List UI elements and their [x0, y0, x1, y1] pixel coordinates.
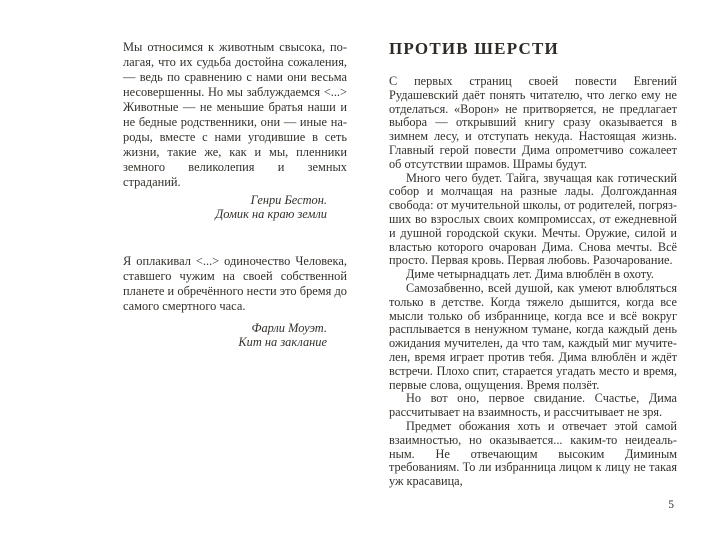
epigraph-attribution — [123, 321, 347, 349]
epigraph-text: Я оплакивал <...> одиночество Человека, ставшего чужим на своей собственной планете и обречённого нести это бремя до самого смертного часа. — [123, 254, 347, 313]
chapter-title: ПРОТИВ ШЕРСТИ — [389, 39, 559, 58]
page-number: 5 — [668, 499, 674, 511]
epigraph-work-title: Домик на краю земли — [215, 207, 327, 221]
body-paragraph: Предмет обожания хоть и отвечает этой самой взаимностью, но оказывается... каким-то неидеальным. Не отвечающим высоким Диминым требованиям. То ли избранница лицом к лицу не такая уж красавица, — [389, 418, 677, 489]
body-paragraph: Много чего будет. Тайга, звучащая как готический собор и молчащая на разные лады. Долгожданная свобода: от мучительной школы, от родителей, погрязших во взрослых своих компромиссах, от ежедневной и душной городской скуки. Мечты. Оружие, силой и властью которого очарован Дима. Снова мечты. Всё просто. Первая кровь. Первая любовь. Разочарование. — [389, 170, 677, 268]
epigraph-text: Мы относимся к животным свысока, полагая, что их судьба достойна сожаления, — ведь по сравнению с нами они весьма несовершенны. Но мы заблуждаемся <...> Животные — не меньшие братья наши и не бедные родственники, они — иные народы, вместе с нами угодившие в сеть жизни, такие же, как и мы, пленники земного великолепия и земных страданий. — [123, 40, 347, 189]
right-page — [389, 40, 677, 489]
epigraph-beston — [123, 40, 347, 221]
epigraph-mowat — [123, 254, 347, 349]
body-paragraph: Но вот оно, первое свидание. Счастье, Дима рассчитывает на взаимность, и рассчитывает не зря. — [389, 391, 677, 420]
epigraph-attribution — [123, 193, 347, 221]
body-paragraph: Самозабвенно, всей душой, как умеют влюбляться только в детстве. Когда тяжело дышится, когда все мысли только об избраннице, когда все и всё вокруг расплывается в ненужном тумане, когда каждый день ожидания мучителен, да что там, каждый миг мучителен, время играет против тебя. Дима влюблён и ждёт встречи. Плохо спит, старается угадать место и время, первые слова, ощущения. Время ползёт. — [389, 280, 677, 392]
left-page — [123, 40, 347, 349]
epigraph-author: Генри Бестон. — [250, 193, 327, 207]
epigraph-work-title: Кит на заклание — [238, 335, 327, 349]
chapter-body — [389, 75, 677, 489]
body-paragraph: С первых страниц своей повести Евгений Рудашевский даёт понять читателю, что легко ему не отделаться. «Ворон» не притворяется, не предлагает выбора — открывший книгу сразу оказывается в зимнем лесу, и отступать некуда. Настоящая жизнь. Главный герой повести Дима опрометчиво сожалеет об отсутствии шрамов. Шрамы будут. — [389, 74, 677, 171]
body-paragraph: Диме четырнадцать лет. Дима влюблён в охоту. — [406, 267, 654, 282]
epigraph-author: Фарли Моуэт. — [251, 321, 327, 335]
